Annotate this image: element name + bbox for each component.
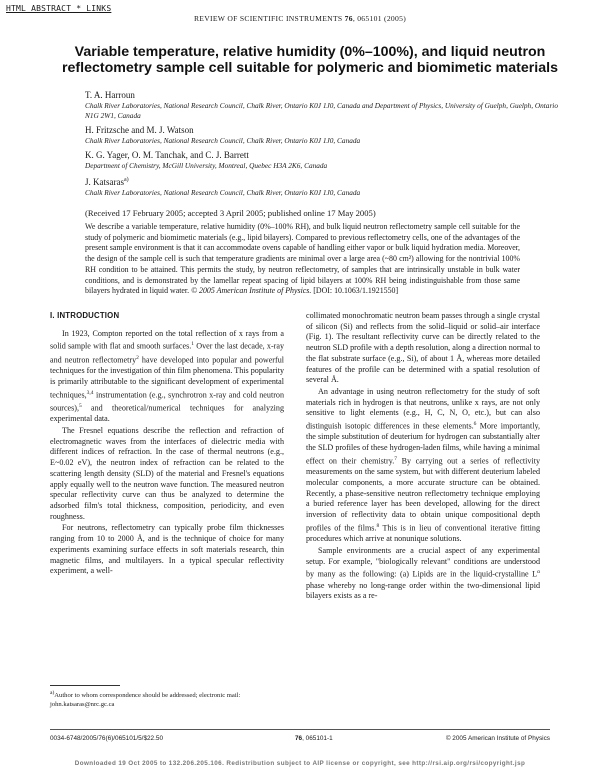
paragraph-text: By carrying out a series of reflectivity measurements on the same system, but with different deuterium labeled molecular components, a more accurate structure can be obtained. Recently, a phase-sensitive neutron reflectometry technique employing a buried reference layer has been developed, allowing for the direct inversion of reflectivity data to obtain unique compositional depth profiles of the films. [306, 456, 540, 533]
footer-volume: 76 [295, 735, 303, 742]
footnote-mark: a) [50, 690, 55, 696]
footnote [50, 689, 284, 709]
abstract-text: We describe a variable temperature, relative humidity (0%–100% RH), and bulk liquid neutron reflectometry sample cell suitable for the study of polymeric and biomimetic materials (e.g., lipid bilayers). Compared to previous reflectometry cells, one of the advantages of the present sample environment is that it can accommodate ovens capable of handling either vapor or bulk liquid hydration media. Moreover, the design of the sample cell is such that temperature gradients are minimal over a large area (~80 cm²) allowing for the nontrivial 100% RH condition to be attained. This permits the study, by neutron reflectometry, of samples that are intrinsically unstable in bulk water conditions, and is demonstrated by the lamellar repeat spacing of lipid bilayers at 100% RH being indistinguishable from those same bilayers hydrated in liquid water. [85, 222, 520, 296]
right-paragraphs [306, 311, 540, 602]
paper-title: Variable temperature, relative humidity (0%–100%), and liquid neutron reflectometry sample cell suitable for polymeric and biomimetic materials [62, 44, 558, 76]
reference-mark[interactable]: 1 [191, 341, 194, 348]
body-paragraph [306, 311, 540, 386]
author-affiliation: Chalk River Laboratories, National Research Council, Chalk River, Ontario K0J 1J0, Canada and Department of Physics, University of Guelph, Guelph, Ontario N1G 2W1, Canada [85, 101, 558, 120]
footer-copyright: © 2005 American Institute of Physics [445, 735, 550, 742]
paragraph-text: have developed into popular and powerful techniques for the investigation of thin film phenomena. This popularity is primarily attributable to the significant development of experimental techniques, [50, 355, 284, 400]
body-paragraph [50, 523, 284, 577]
paragraph-text: collimated monochromatic neutron beam passes through a single crystal of silicon (Si) and reflects from the solid–liquid or solid–air interface (Fig. 1). The resultant reflectivity curve can be directly related to the neutron SLD profile with a depth resolution, along a direction normal to the flat substrate surface (e.g., Si), of about 1 Å, whereas more detailed features of the profile can be determined with a spatial resolution of several Å. [306, 311, 540, 385]
paragraph-text: instrumentation (e.g., synchrotron x-ray and cold neutron sources), [50, 390, 284, 413]
body-paragraph [50, 426, 284, 522]
html-abstract-links[interactable]: HTML ABSTRACT * LINKS [6, 4, 112, 13]
body-paragraph [50, 329, 284, 425]
abstract [85, 222, 520, 297]
author-affiliation: Chalk River Laboratories, National Research Council, Chalk River, Ontario K0J 1J0, Canada [85, 188, 361, 197]
reference-mark[interactable]: 6 [473, 421, 477, 428]
abstract-doi[interactable]: [DOI: 10.1063/1.1921550] [311, 286, 399, 296]
paragraph-text: In 1923, Compton reported on the total reflection of x rays from a solid sample with flat and smooth surfaces. [50, 328, 284, 352]
journal-name: REVIEW OF SCIENTIFIC INSTRUMENTS [193, 14, 345, 23]
paragraph-text: and theoretical/numerical techniques for analyzing experimental data. [50, 403, 284, 424]
author-names: T. A. Harroun [85, 90, 135, 100]
paragraph-text: Sample environments are a crucial aspect of any experimental setup. For example, "biologically relevant" conditions are understood by many as the following: (a) Lipids are in the liquid-crystalline L [306, 545, 540, 579]
footer-page [295, 735, 333, 742]
author-group [85, 90, 565, 121]
body-paragraph [306, 546, 540, 602]
left-paragraphs [50, 329, 284, 577]
journal-pages: , 065101 (2005) [352, 14, 407, 23]
reference-mark[interactable]: 2 [136, 354, 139, 361]
paragraph-text: The Fresnel equations describe the reflection and refraction of electromagnetic waves from the interfaces of dielectric media with different indices of refraction. In the case of thermal neutrons (e.g., E~0.02 eV), the neutron index of refraction can be related to the scattering length density (SLD) of the material and Fresnel's equations apply equally well to the neutron wave function. The measured neutron specular reflectivity curve can thus be analyzed to determine the adsorbed film's total thickness, composition, periodicity, and even roughness. [50, 426, 284, 521]
author-affiliation: Department of Chemistry, McGill University, Montreal, Quebec H3A 2K6, Canada [85, 161, 328, 170]
reference-mark[interactable]: α [537, 569, 540, 576]
right-column [306, 311, 540, 603]
footer-rule [50, 729, 550, 730]
paragraph-text: This is in lieu of conventional iterative fitting procedures which arrive at nonunique solutions. [306, 523, 540, 544]
body-paragraph [306, 387, 540, 545]
footnote-rule [50, 685, 120, 686]
author-name-text: J. Katsaras [85, 177, 124, 187]
author-block [85, 90, 565, 202]
received-dates: (Received 17 February 2005; accepted 3 April 2005; published online 17 May 2005) [85, 208, 376, 218]
paragraph-text: An advantage in using neutron reflectometry for the study of soft materials rich in hydrogen is that neutrons, unlike x rays, are not only sensitive to light elements (e.g., H, C, N, O, etc.), but can also distinguish isotopic differences in these elements. [306, 386, 540, 431]
author-affiliation: Chalk River Laboratories, National Research Council, Chalk River, Ontario K0J 1J0, Canada [85, 136, 361, 145]
footnote-text: Author to whom correspondence should be addressed; electronic mail: john.katsaras@nrc.gc.ca [50, 692, 241, 709]
reference-mark[interactable]: 3,4 [86, 389, 94, 396]
footer-issn: 0034-6748/2005/76(6)/065101/5/$22.50 [50, 735, 164, 742]
journal-header [0, 14, 600, 23]
paragraph-text: phase whereby no long-range order within the two-dimensional lipid bilayers exists as a re- [306, 580, 540, 601]
footer-page-number: , 065101-1 [302, 735, 333, 742]
author-group [85, 150, 565, 171]
author-group [85, 175, 565, 198]
paragraph-text: For neutrons, reflectometry can typically probe film thicknesses ranging from 10 to 2000 Å, and is the technique of choice for many experiments examining surface effects in soft materials research, thin magnetic films, and multilayers. In a typical specular reflectivity experiment, a well- [50, 523, 284, 576]
reference-mark[interactable]: 5 [79, 402, 82, 409]
author-names: H. Fritzsche and M. J. Watson [85, 125, 194, 135]
author-group [85, 125, 565, 146]
author-names: K. G. Yager, O. M. Tanchak, and C. J. Barrett [85, 150, 249, 160]
reference-mark[interactable]: 8 [376, 522, 380, 529]
journal-volume: 76 [344, 14, 353, 23]
left-column [50, 311, 284, 578]
author-names [85, 175, 565, 188]
download-notice[interactable]: Downloaded 19 Oct 2005 to 132.206.205.106. Redistribution subject to AIP license or copyright, see http://rsi.aip.org/rsi/copyright.jsp [74, 760, 526, 767]
reference-mark[interactable]: 7 [394, 455, 398, 462]
abstract-copyright: © 2005 American Institute of Physics. [191, 286, 312, 296]
paragraph-text: More importantly, the simple substitution of deuterium for hydrogen can substantially alter the SLD profiles of these hydrogen-laden films, while having a minimal effect on their chemistry. [306, 421, 540, 466]
paragraph-text: Over the last decade, x-ray and neutron reflectometry [50, 342, 284, 365]
section-heading: I. INTRODUCTION [50, 311, 120, 320]
author-footnote-mark[interactable]: a) [124, 177, 129, 183]
